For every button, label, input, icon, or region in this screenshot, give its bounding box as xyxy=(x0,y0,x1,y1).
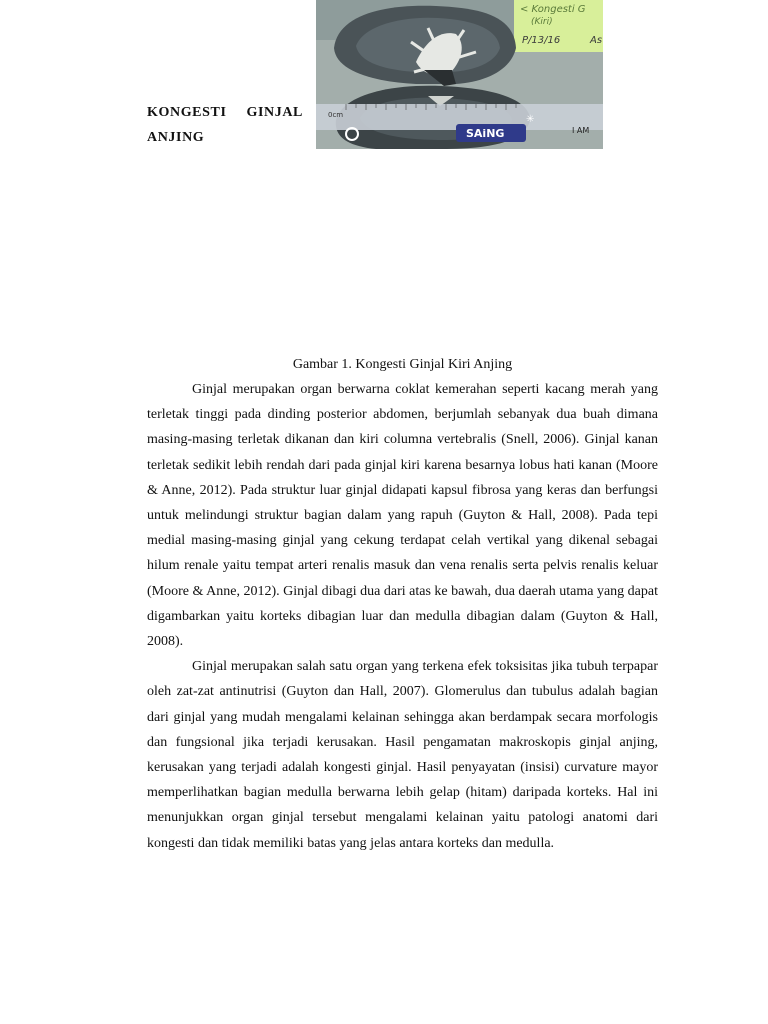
sticky-note xyxy=(514,0,603,52)
ruler-brand: SAiNG xyxy=(466,127,505,140)
ruler-text: I AM xyxy=(572,126,590,135)
figure-caption: Gambar 1. Kongesti Ginjal Kiri Anjing xyxy=(292,357,513,372)
kidney-photo-illustration xyxy=(316,0,603,149)
paragraph-1: Ginjal merupakan organ berwarna coklat kemerahan seperti kacang merah yang terletak tinggi pada dinding posterior abdomen, berjumlah sebanyak dua buah dimana masing-masing terletak dikanan dan kiri columna vertebralis (Snell, 2006). Ginjal kanan terletak sedikit lebih rendah dari pada ginjal kiri karena besarnya lobus hati kanan (Moore & Anne, 2012). Pada struktur luar ginjal didapati kapsul fibrosa yang keras dan berfungsi untuk melindungi struktur bagian dalam yang rapuh (Guyton & Hall, 2008). Pada tepi medial masing-masing ginjal yang cekung terdapat celah vertikal yang dikenal sebagai hilum renale yaitu tempat arteri renalis masuk dan vena renalis serta pelvis renalis keluar (Moore & Anne, 2012). Ginjal dibagi dua dari atas ke bawah, dua daerah utama yang dapat digambarkan yaitu korteks dibagian luar dan medulla dibagian dalam (Guyton & Hall, 2008). xyxy=(147,382,658,650)
kidney-photo xyxy=(316,0,603,149)
svg-text:(Kiri): (Kiri) xyxy=(531,17,553,27)
heading-word-kongesti: KONGESTI xyxy=(147,105,227,120)
svg-text:✳: ✳ xyxy=(526,114,535,125)
svg-text:< Kongesti G: < Kongesti G xyxy=(520,4,586,15)
photo-label-2: As xyxy=(590,35,603,46)
photo-label-1: P/13/16 xyxy=(522,35,561,46)
ruler-unit: 0cm xyxy=(328,111,344,119)
body-text xyxy=(147,377,658,856)
heading-line-2: ANJING xyxy=(147,130,205,145)
heading-line-1 xyxy=(147,100,303,125)
paragraph-2: Ginjal merupakan salah satu organ yang terkena efek toksisitas jika tubuh terpapar oleh zat-zat antinutrisi (Guyton dan Hall, 2007). Glomerulus dan tubulus adalah bagian dari ginjal yang mudah mengalami kelainan sehingga akan berdampak secara morfologis dan fungsional jika terjadi kerusakan. Hasil pengamatan makroskopis ginjal anjing, kerusakan yang terjadi adalah kongesti ginjal. Hasil penyayatan (insisi) curvature mayor memperlihatkan bagian medulla berwarna lebih gelap (hitam) daripada korteks. Hal ini menunjukkan organ ginjal tersebut mengalami kelainan yaitu patologi anatomi dari kongesti dan tidak memiliki batas yang jelas antara korteks dan medulla. xyxy=(147,659,658,851)
section-heading xyxy=(147,100,303,150)
heading-word-ginjal: GINJAL xyxy=(246,105,303,120)
